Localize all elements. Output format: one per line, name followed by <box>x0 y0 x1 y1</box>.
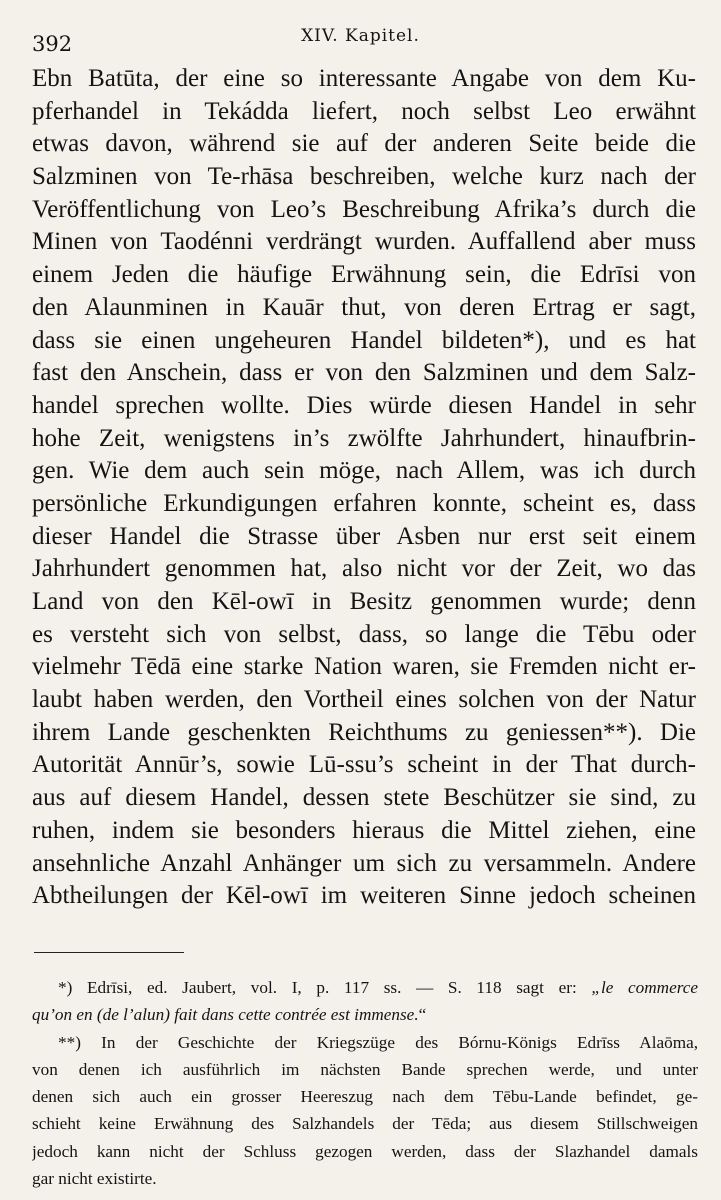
footnote-1-closing: “ <box>418 1005 427 1025</box>
footnote-2-line: gar nicht existirte. <box>32 1169 157 1189</box>
text-line: Minen von Taodénni verdrängt wurden. Auffallend aber muss <box>32 228 696 256</box>
footnotes <box>32 974 698 1192</box>
text-line: etwas davon, während sie auf der anderen Seite beide die <box>32 130 696 158</box>
footnote-1-line <box>32 974 698 1001</box>
footnote-divider <box>34 952 184 953</box>
footnote-2-line: von denen ich ausführlich im nächsten Bande sprechen werde, und unter <box>32 1059 698 1079</box>
text-line: gen. Wie dem auch sein möge, nach Allem, was ich durch <box>32 457 696 485</box>
text-line: dieser Handel die Strasse über Asben nur erst seit einem <box>32 522 696 550</box>
text-line: laubt haben werden, den Vortheil eines solchen von der Natur <box>32 686 696 714</box>
text-line: Ebn Batūta, der eine so interessante Angabe von dem Ku- <box>32 65 696 92</box>
text-line: fast den Anschein, dass er von den Salzminen und dem Salz- <box>32 359 696 387</box>
footnote-2-line: **) In der Geschichte der Kriegszüge des Bórnu-Königs Edrīss Alaōma, <box>58 1032 698 1052</box>
text-line: dass sie einen ungeheuren Handel bildeten*), und es hat <box>32 326 696 354</box>
footnote-1-quote: qu’on en (de l’alun) fait dans cette contrée est immense. <box>32 1005 419 1025</box>
text-line: Abtheilungen der Kēl-owī im weiteren Sinne jedoch scheinen <box>32 882 696 910</box>
text-line: es versteht sich von selbst, dass, so lange die Tēbu oder <box>32 620 696 648</box>
text-line: Land von den Kēl-owī in Besitz genommen wurde; denn <box>32 588 696 615</box>
page-header <box>0 24 721 58</box>
footnote-2-line: schieht keine Erwähnung des Salzhandels der Tēda; aus diesem Stillschweigen <box>32 1114 698 1134</box>
text-line: ruhen, indem sie besonders hieraus die Mittel ziehen, eine <box>32 816 696 844</box>
text-line: Veröffentlichung von Leo’s Beschreibung Afrika’s durch die <box>32 195 696 223</box>
text-line: hohe Zeit, wenigstens in’s zwölfte Jahrhundert, hinaufbrin- <box>32 424 696 452</box>
page-number: 392 <box>32 32 73 56</box>
running-title: XIV. Kapitel. <box>301 26 420 46</box>
text-line: handel sprechen wollte. Dies würde diesen Handel in sehr <box>32 391 696 419</box>
footnote-2-line: denen sich auch ein grosser Heereszug nach dem Tēbu-Lande befindet, ge- <box>32 1087 698 1107</box>
footnote-1-line <box>32 1001 698 1028</box>
text-line: pferhandel in Tekádda liefert, noch selbst Leo erwähnt <box>32 97 696 125</box>
text-line: ihrem Lande geschenkten Reichthums zu geniessen**). Die <box>32 718 696 746</box>
footnote-2-line: jedoch kann nicht der Schluss gezogen werden, dass der Slazhandel damals <box>32 1141 698 1161</box>
text-line: Salzminen von Te-rhāsa beschreiben, welche kurz nach der <box>32 163 696 191</box>
text-line: einem Jeden die häufige Erwähnung sein, die Edrīsi von <box>32 261 696 289</box>
text-line: den Alaunminen in Kauār thut, von deren Ertrag er sagt, <box>32 293 696 321</box>
footnote-1-quote: „le commerce <box>591 978 698 997</box>
text-line: Autorität Annūr’s, sowie Lū-ssu’s scheint in der That durch- <box>32 751 696 779</box>
text-line: ansehnliche Anzahl Anhänger um sich zu versammeln. Andere <box>32 849 696 877</box>
text-line: Jahrhundert genommen hat, also nicht vor der Zeit, wo das <box>32 555 696 583</box>
footnote-1-text: *) Edrīsi, ed. Jaubert, vol. I, p. 117 ss. — S. 118 sagt er: <box>58 978 592 997</box>
main-text <box>32 63 696 913</box>
text-line: persönliche Erkundigungen erfahren konnte, scheint es, dass <box>32 489 696 517</box>
text-line: vielmehr Tēdā eine starke Nation waren, sie Fremden nicht er- <box>32 653 696 681</box>
text-line: aus auf diesem Handel, dessen stete Beschützer sie sind, zu <box>32 784 696 812</box>
